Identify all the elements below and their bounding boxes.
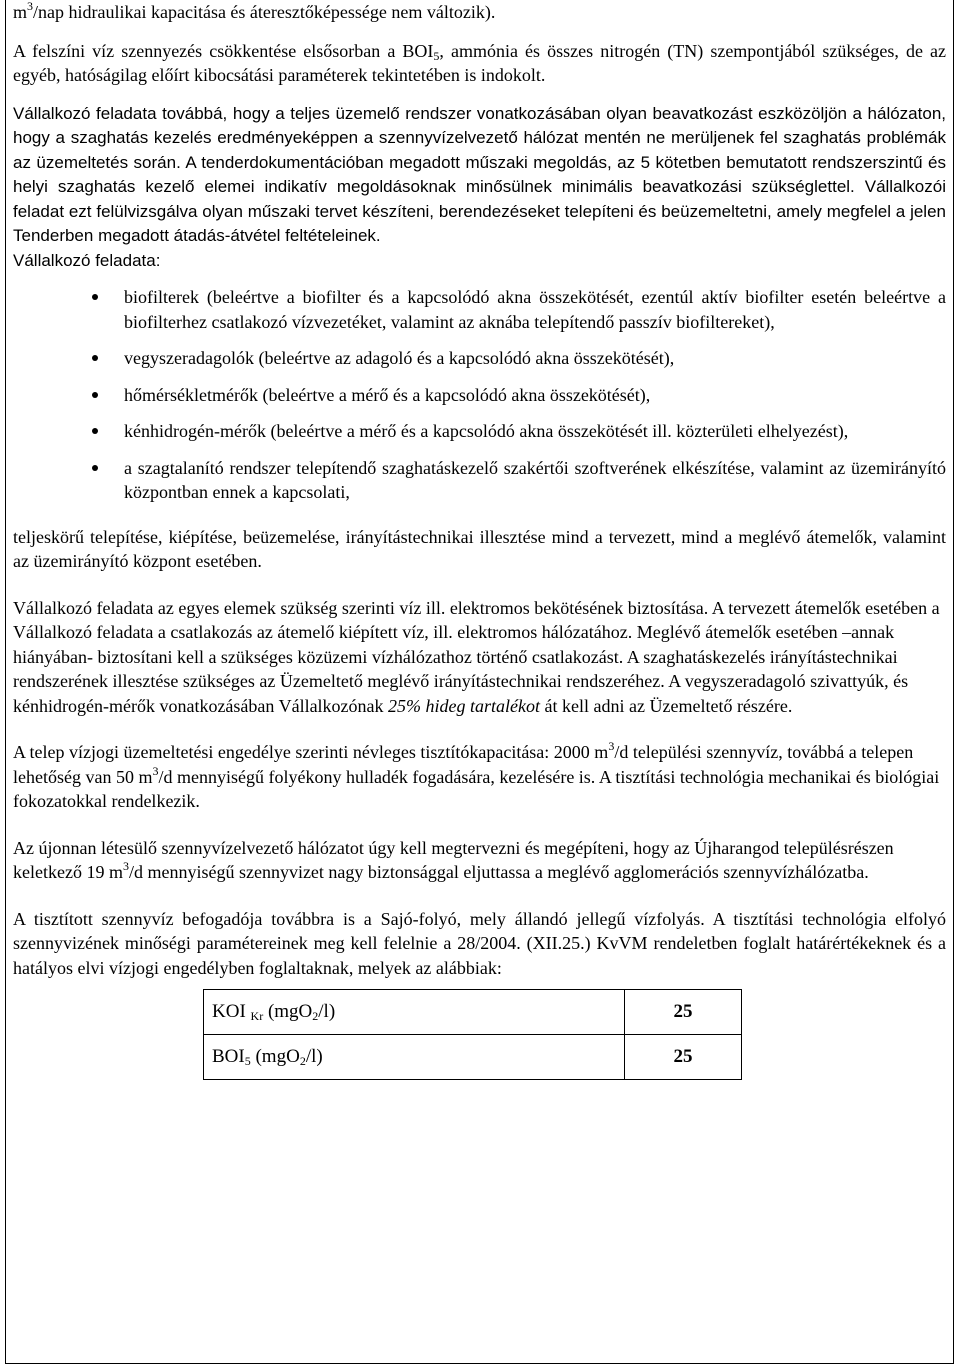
network-paragraph: Az újonnan létesülő szennyvízelvezető hálózatot úgy kell megtervezni és megépíteni, hogy az Újharangod településrészen keletkező 19 $m^3/d$ mennyiségű szennyvizet nagy biztonsággal eljuttassa a meglévő agglomerációs szennyvízhálózatba.	[13, 837, 894, 882]
bullet-icon	[92, 355, 98, 361]
list-item: a szagtalanító rendszer telepítendő szaghatáskezelő szakértői szoftverének elkészítése, valamint az üzemirányító központban ennek a kapcsolati,	[13, 456, 946, 505]
bullet-icon	[92, 465, 98, 471]
list-item: biofilterek (beleértve a biofilter és a kapcsolódó akna összekötését, ezentúl aktív biofilter esetén beleértve a biofilterhez csatlakozó vízvezetéket, valamint az aknába telepítendő passzív biofiltereket),	[13, 285, 946, 334]
bullet-icon	[92, 392, 98, 398]
receiver-paragraph: A tisztított szennyvíz befogadója továbbra is a Sajó-folyó, mely állandó jellegű vízfolyás. A tisztítási technológia elfolyó szennyvizének minőségi paramétereinek meg kell felelnie a 28/2004. (XII.25.) KvVM rendeletben foglalt határértékeknek és a hatályos elvi vízjogi engedélyben foglaltaknak, melyek az alábbiak:	[13, 908, 946, 978]
table-row	[204, 1035, 742, 1080]
param-cell: $BOI_5$ (mgO$_2$/l)	[204, 1035, 625, 1080]
param-cell: KOI $_{Kr}$ (mgO$_2$/l)	[204, 990, 625, 1035]
table-row	[204, 990, 742, 1035]
value-cell: 25	[625, 990, 742, 1035]
bullet-icon	[92, 428, 98, 434]
value-cell: 25	[625, 1035, 742, 1080]
document-body	[13, 0, 946, 1080]
installation-paragraph: teljeskörű telepítése, kiépítése, beüzemelése, irányítástechnikai illesztése mind a tervezett, mind a meglévő átemelők, valamint az üzemirányító központ esetében.	[13, 526, 946, 571]
capacity-paragraph: A telep vízjogi üzemeltetési engedélye szerinti névleges tisztítókapacitása: 2000 $m^3/d$ települési szennyvíz, továbbá a telepen lehetőség van 50 $m^3/d$ mennyiségű folyékony hulladék fogadására, kezelésére is. A tisztítási technológia mechanikai és biológiai fokozatokkal rendelkezik.	[13, 739, 940, 811]
top-line: $m^3$/nap hidraulikai kapacitása és áteresztőképessége nem változik).	[13, 0, 496, 22]
bullet-icon	[92, 294, 98, 300]
list-item: hőmérsékletmérők (beleértve a mérő és a kapcsolódó akna összekötését),	[13, 383, 946, 408]
tasks-label: Vállalkozó feladata:	[13, 250, 161, 270]
pollution-paragraph: A felszíni víz szennyezés csökkentése elsősorban a $BOI_5$, ammónia és összes nitrogén (TN) szempontjából szükséges, de az egyéb, hatóságilag előírt kibocsátási paraméterek tekintetében is indokolt.	[13, 40, 946, 85]
contractor-odor-paragraph: Vállalkozó feladata továbbá, hogy a teljes üzemelő rendszer vonatkozásában olyan beavatkozást eszközöljön a hálózaton, hogy a szaghatás kezelés eredményeképpen a szennyvízelvezető hálózat mentén ne merüljenek fel szaghatás problémák az üzemeltetés során. A tenderdokumentációban megadott műszaki megoldás, az 5 kötetben bemutatott rendszerszintű és helyi szaghatás kezelő elemei indikatív megoldásoknak minősülnek minimális beavatkozási szükséglettel. Vállalkozói feladat ezt felülvizsgálva olyan műszaki tervet készíteni, berendezéseket telepíteni és beüzemeltetni, amely megfelel a jelen Tenderben megadott átadás-átvétel feltételeinek.	[13, 103, 946, 245]
list-item: vegyszeradagolók (beleértve az adagoló és a kapcsolódó akna összekötését),	[13, 346, 946, 371]
task-list	[13, 285, 946, 505]
limits-table	[203, 989, 742, 1080]
list-item: kénhidrogén-mérők (beleértve a mérő és a kapcsolódó akna összekötését ill. közterületi elhelyezést),	[13, 419, 946, 444]
connections-paragraph: Vállalkozó feladata az egyes elemek szükség szerinti víz ill. elektromos bekötésének biztosítása. A tervezett átemelők esetében a Vállalkozó feladata a csatlakozás az átemelő kiépített víz, ill. elektromos hálózatához. Meglévő átemelők esetében –annak hiányában- biztosítani kell a szükséges közüzemi vízhálózathoz történő csatlakozást. A szaghatáskezelés irányítástechnikai rendszerének illesztése szükséges az Üzemeltető meglévő irányítástechnikai rendszeréhez. A vegyszeradagoló szivattyúk, és kénhidrogén-mérők vonatkozásában Vállalkozónak 25% hideg tartalékot át kell adni az Üzemeltető részére.	[13, 597, 940, 716]
